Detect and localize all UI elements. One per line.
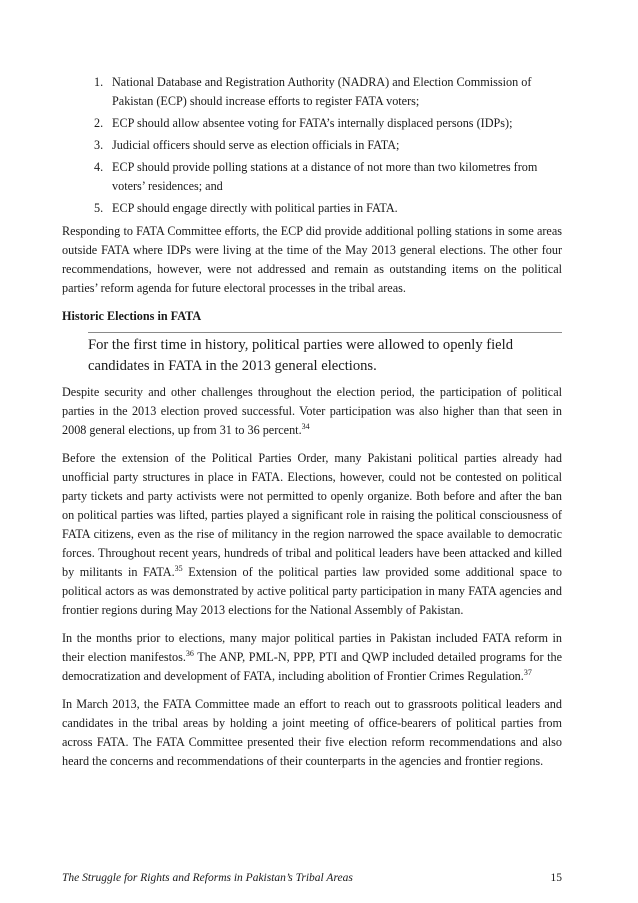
list-text: National Database and Registration Authority (NADRA) and Election Commission of Pakistan (ECP) should increase efforts to register FATA voters; xyxy=(112,75,532,108)
footnote-ref[interactable]: 35 xyxy=(174,564,183,573)
paragraph-outreach: In March 2013, the FATA Committee made an effort to reach out to grassroots political leaders and candidates in the tribal areas by holding a joint meeting of office-bearers of political parties from across FATA. The FATA Committee presented their five election reform recommendations and also heard the concerns and recommendations of their counterparts in the agencies and frontier regions. xyxy=(62,697,562,768)
list-number: 2. xyxy=(94,116,104,130)
paragraph-participation xyxy=(62,383,562,440)
footnote-ref[interactable]: 36 xyxy=(185,649,194,658)
list-text: ECP should allow absentee voting for FATA’s internally displaced persons (IDPs); xyxy=(112,116,513,130)
list-number: 4. xyxy=(94,160,104,174)
paragraph-text: Extension of the political parties law provided some additional space to political actors as was demonstrated by active political party participation in many FATA agencies and frontier regions during May 2013 elections for the National Assembly of Pakistan. xyxy=(62,565,562,617)
footnote-ref[interactable]: 34 xyxy=(301,422,310,431)
list-number: 3. xyxy=(94,138,104,152)
list-number: 5. xyxy=(94,201,104,215)
paragraph-text: Before the extension of the Political Parties Order, many Pakistani political parties already had unofficial party structures in place in FATA. Elections, however, could not be contested on political party tickets and party activists were not permitted to openly organize. Both before and after the ban on political parties was lifted, parties played a significant role in raising the political consciousness of FATA citizens, even as the rise of militancy in the region narrowed the space available to democratic forces. Throughout recent years, hundreds of tribal and political leaders have been attacked and killed by militants in FATA. xyxy=(62,451,562,579)
list-item xyxy=(62,73,562,111)
footer-title: The Struggle for Rights and Reforms in Pakistan’s Tribal Areas xyxy=(62,872,353,884)
list-item xyxy=(62,114,562,133)
list-item xyxy=(62,136,562,155)
list-item xyxy=(62,199,562,218)
pull-quote: For the first time in history, political parties were allowed to openly field candidates in FATA in the 2013 general elections. xyxy=(88,332,562,377)
list-text: ECP should provide polling stations at a distance of not more than two kilometres from voters’ residences; and xyxy=(112,160,538,193)
paragraph-party-structures xyxy=(62,449,562,620)
paragraph-manifestos xyxy=(62,629,562,686)
list-text: ECP should engage directly with political parties in FATA. xyxy=(112,201,398,215)
section-heading: Historic Elections in FATA xyxy=(62,309,202,323)
page-content xyxy=(62,73,562,780)
page-number: 15 xyxy=(550,872,562,884)
footnote-ref[interactable]: 37 xyxy=(523,668,532,677)
paragraph-ecp-response: Responding to FATA Committee efforts, the ECP did provide additional polling stations in some areas outside FATA where IDPs were living at the time of the May 2013 general elections. The other four recommendations, however, were not addressed and remain as outstanding items on the political parties’ reform agenda for future electoral processes in the tribal areas. xyxy=(62,224,562,295)
list-number: 1. xyxy=(94,75,104,89)
list-text: Judicial officers should serve as election officials in FATA; xyxy=(112,138,400,152)
page-footer xyxy=(62,871,562,886)
paragraph-text: Despite security and other challenges throughout the election period, the participation of political parties in the 2013 election proved successful. Voter participation was also higher than that seen in 2008 general elections, up from 31 to 36 percent. xyxy=(62,385,562,437)
recommendations-list xyxy=(62,73,562,218)
paragraph-text: In the months prior to elections, many major political parties in Pakistan included FATA reform in their election manifestos. xyxy=(62,631,562,664)
paragraph-text: The ANP, PML-N, PPP, PTI and QWP included detailed programs for the democratization and development of FATA, including abolition of Frontier Crimes Regulation. xyxy=(62,650,562,683)
list-item xyxy=(62,158,562,196)
